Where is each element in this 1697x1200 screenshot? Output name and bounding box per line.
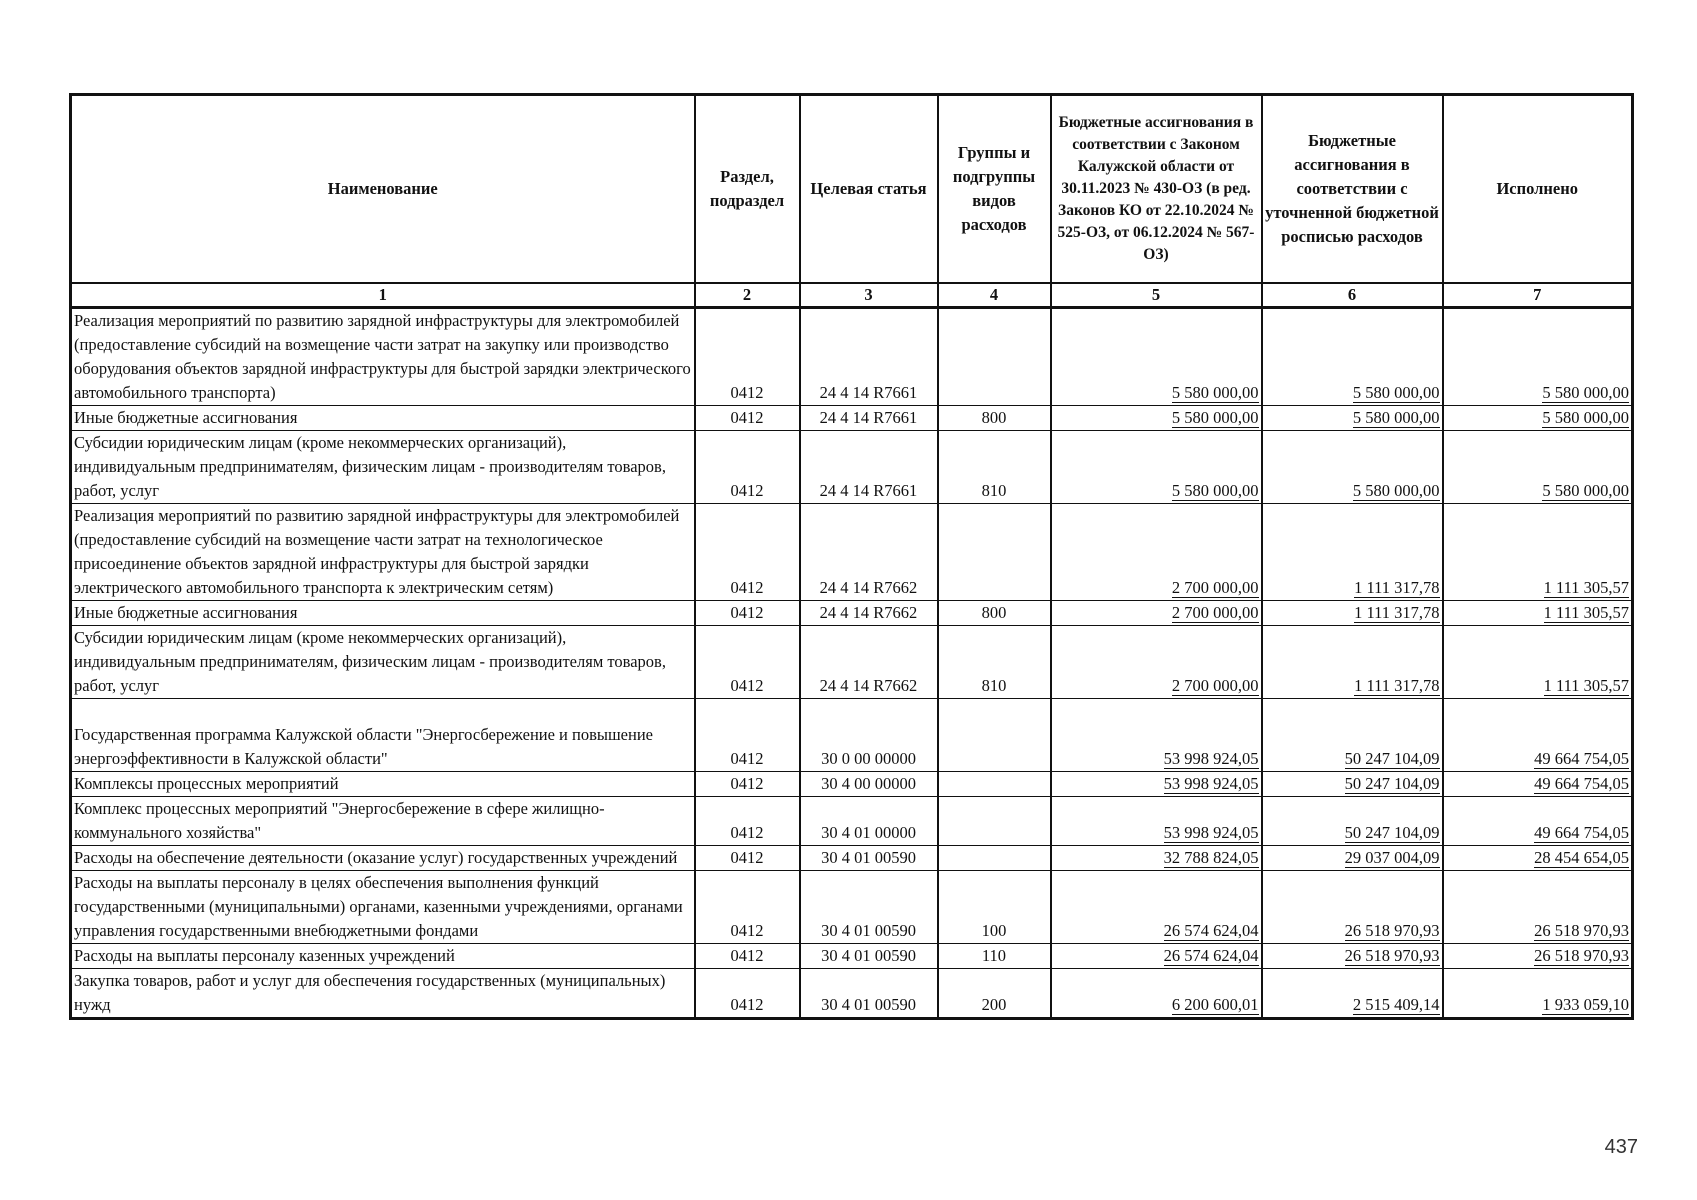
row-name: Государственная программа Калужской области "Энергосбережение и повышение энергоэффективности в Калужской области" [71,699,695,772]
row-group: 110 [938,944,1051,969]
row-target: 24 4 14 R7661 [800,308,938,406]
row-group [938,504,1051,601]
row-law-amount: 6 200 600,01 [1051,969,1262,1019]
row-section: 0412 [695,772,800,797]
row-refined-amount: 5 580 000,00 [1262,431,1443,504]
row-law-amount: 5 580 000,00 [1051,406,1262,431]
row-law-amount: 5 580 000,00 [1051,431,1262,504]
column-number: 7 [1443,283,1633,308]
row-section: 0412 [695,601,800,626]
row-law-amount: 2 700 000,00 [1051,504,1262,601]
row-refined-amount: 26 518 970,93 [1262,944,1443,969]
column-number: 2 [695,283,800,308]
row-refined-amount: 5 580 000,00 [1262,406,1443,431]
row-law-amount: 5 580 000,00 [1051,308,1262,406]
row-target: 30 4 01 00590 [800,846,938,871]
row-name: Реализация мероприятий по развитию зарядной инфраструктуры для электромобилей (предоставление субсидий на возмещение части затрат на технологическое присоединение объектов зарядной инфраструктуры для быстрой зарядки электрического автомобильного транспорта к электрическим сетям) [71,504,695,601]
header-refined-allocations: Бюджетные ассигнования в соответствии с уточненной бюджетной росписью расходов [1262,95,1443,284]
header-name: Наименование [71,95,695,284]
row-section: 0412 [695,797,800,846]
row-law-amount: 2 700 000,00 [1051,626,1262,699]
row-refined-amount: 50 247 104,09 [1262,797,1443,846]
table-row [71,871,1633,944]
table-row [71,601,1633,626]
table-row [71,772,1633,797]
row-target: 24 4 14 R7661 [800,406,938,431]
row-group [938,772,1051,797]
row-executed-amount: 26 518 970,93 [1443,871,1633,944]
row-refined-amount: 1 111 317,78 [1262,504,1443,601]
table-row [71,797,1633,846]
row-group: 800 [938,601,1051,626]
row-target: 30 4 01 00590 [800,944,938,969]
table-row [71,626,1633,699]
row-law-amount: 53 998 924,05 [1051,699,1262,772]
column-number: 6 [1262,283,1443,308]
row-law-amount: 53 998 924,05 [1051,772,1262,797]
column-number: 4 [938,283,1051,308]
row-law-amount: 26 574 624,04 [1051,944,1262,969]
table-row [71,969,1633,1019]
column-number: 5 [1051,283,1262,308]
table-row [71,504,1633,601]
row-section: 0412 [695,626,800,699]
row-executed-amount: 49 664 754,05 [1443,772,1633,797]
row-name: Закупка товаров, работ и услуг для обеспечения государственных (муниципальных) нужд [71,969,695,1019]
row-refined-amount: 5 580 000,00 [1262,308,1443,406]
row-refined-amount: 50 247 104,09 [1262,699,1443,772]
row-executed-amount: 5 580 000,00 [1443,406,1633,431]
row-section: 0412 [695,699,800,772]
row-name: Расходы на выплаты персоналу казенных учреждений [71,944,695,969]
row-executed-amount: 28 454 654,05 [1443,846,1633,871]
row-group [938,846,1051,871]
header-row [71,95,1633,284]
row-target: 30 4 01 00590 [800,871,938,944]
row-executed-amount: 5 580 000,00 [1443,308,1633,406]
row-law-amount: 2 700 000,00 [1051,601,1262,626]
row-section: 0412 [695,969,800,1019]
table-row [71,944,1633,969]
row-target: 30 4 00 00000 [800,772,938,797]
row-name: Субсидии юридическим лицам (кроме некоммерческих организаций), индивидуальным предпринимателям, физическим лицам - производителям товаров, работ, услуг [71,626,695,699]
column-number: 1 [71,283,695,308]
row-refined-amount: 50 247 104,09 [1262,772,1443,797]
column-number: 3 [800,283,938,308]
row-target: 24 4 14 R7662 [800,626,938,699]
row-target: 30 4 01 00000 [800,797,938,846]
row-group: 100 [938,871,1051,944]
table-row [71,431,1633,504]
row-group: 800 [938,406,1051,431]
row-target: 24 4 14 R7662 [800,504,938,601]
table-row [71,699,1633,772]
row-target: 24 4 14 R7662 [800,601,938,626]
row-refined-amount: 2 515 409,14 [1262,969,1443,1019]
row-group: 810 [938,626,1051,699]
table-row [71,406,1633,431]
row-executed-amount: 1 933 059,10 [1443,969,1633,1019]
row-group: 200 [938,969,1051,1019]
row-group [938,699,1051,772]
row-name: Иные бюджетные ассигнования [71,406,695,431]
row-law-amount: 53 998 924,05 [1051,797,1262,846]
row-section: 0412 [695,846,800,871]
row-name: Реализация мероприятий по развитию зарядной инфраструктуры для электромобилей (предоставление субсидий на возмещение части затрат на закупку или производство оборудования объектов зарядной инфраструктуры для быстрой зарядки электрического автомобильного транспорта) [71,308,695,406]
row-executed-amount: 26 518 970,93 [1443,944,1633,969]
row-group: 810 [938,431,1051,504]
row-target: 30 4 01 00590 [800,969,938,1019]
row-name: Субсидии юридическим лицам (кроме некоммерческих организаций), индивидуальным предпринимателям, физическим лицам - производителям товаров, работ, услуг [71,431,695,504]
row-name: Расходы на выплаты персоналу в целях обеспечения выполнения функций государственными (муниципальными) органами, казенными учреждениями, органами управления государственными внебюджетными фондами [71,871,695,944]
row-law-amount: 26 574 624,04 [1051,871,1262,944]
row-section: 0412 [695,406,800,431]
header-executed: Исполнено [1443,95,1633,284]
header-law-allocations: Бюджетные ассигнования в соответствии с Законом Калужской области от 30.11.2023 № 430-ОЗ (в ред. Законов КО от 22.10.2024 № 525-ОЗ, от 06.12.2024 № 567-ОЗ) [1051,95,1262,284]
row-refined-amount: 1 111 317,78 [1262,626,1443,699]
row-target: 24 4 14 R7661 [800,431,938,504]
table-row [71,846,1633,871]
header-section: Раздел, подраздел [695,95,800,284]
row-section: 0412 [695,431,800,504]
row-executed-amount: 1 111 305,57 [1443,626,1633,699]
row-section: 0412 [695,308,800,406]
row-executed-amount: 5 580 000,00 [1443,431,1633,504]
row-executed-amount: 49 664 754,05 [1443,699,1633,772]
row-section: 0412 [695,504,800,601]
row-executed-amount: 1 111 305,57 [1443,601,1633,626]
row-name: Комплексы процессных мероприятий [71,772,695,797]
row-section: 0412 [695,871,800,944]
row-name: Расходы на обеспечение деятельности (оказание услуг) государственных учреждений [71,846,695,871]
row-refined-amount: 26 518 970,93 [1262,871,1443,944]
row-target: 30 0 00 00000 [800,699,938,772]
row-name: Иные бюджетные ассигнования [71,601,695,626]
row-law-amount: 32 788 824,05 [1051,846,1262,871]
table-row [71,308,1633,406]
row-refined-amount: 1 111 317,78 [1262,601,1443,626]
column-numbers-row [71,283,1633,308]
budget-table [69,93,1634,1020]
row-group [938,308,1051,406]
row-section: 0412 [695,944,800,969]
row-executed-amount: 1 111 305,57 [1443,504,1633,601]
row-executed-amount: 49 664 754,05 [1443,797,1633,846]
row-name: Комплекс процессных мероприятий "Энергосбережение в сфере жилищно-коммунального хозяйства" [71,797,695,846]
header-groups: Группы и подгруппы видов расходов [938,95,1051,284]
row-refined-amount: 29 037 004,09 [1262,846,1443,871]
row-group [938,797,1051,846]
header-target: Целевая статья [800,95,938,284]
page-number: 437 [1604,1136,1638,1158]
